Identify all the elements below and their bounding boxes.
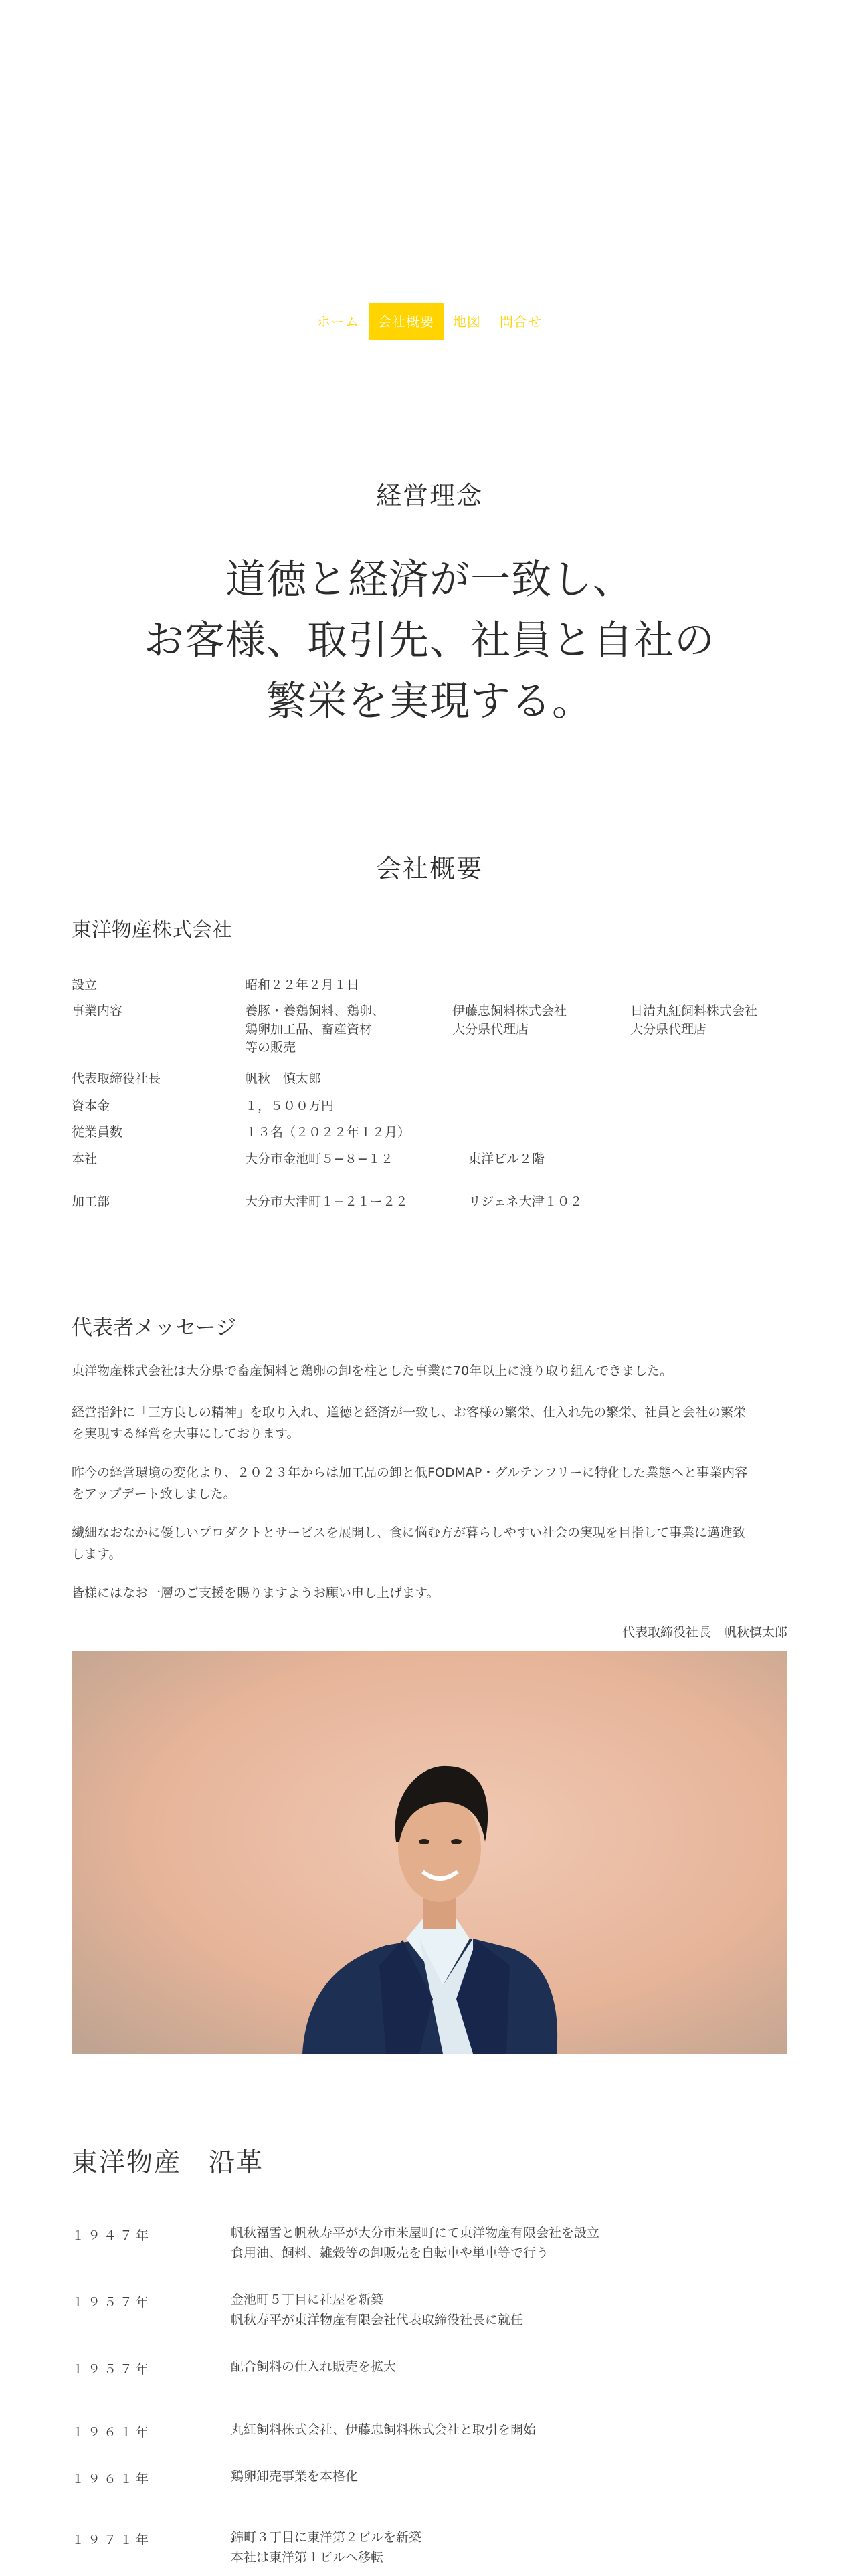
ceo-portrait-illustration: [72, 1651, 787, 2054]
philosophy-line: 繁栄を実現する。: [266, 678, 593, 725]
history-line: 錦町３丁目に東洋第２ビルを新築: [231, 2530, 422, 2545]
history-year: １９４７年: [72, 2228, 153, 2243]
hq-building: 東洋ビル２階: [468, 1152, 545, 1166]
message-paragraph: [72, 1360, 789, 1382]
business-line: 鶏卵加工品、畜産資材: [245, 1022, 373, 1037]
agent-itochu: [452, 1002, 567, 1039]
history-line: 食用油、飼料、雑穀等の卸販売を自転車や単車等で行う: [231, 2246, 549, 2260]
agent-line: 大分県代理店: [630, 1022, 707, 1037]
message-line: 皆様にはなお一層のご支援を賜りますようお願い申し上げます。: [72, 1586, 440, 1600]
history-desc: [231, 2223, 599, 2263]
business-label: 事業内容: [72, 1004, 123, 1018]
processing-label: 加工部: [72, 1194, 110, 1209]
nav-item-contact[interactable]: 問合せ: [500, 314, 542, 330]
philosophy-title: 経営理念: [375, 481, 483, 510]
history-title: 東洋物産 沿革: [72, 2148, 264, 2178]
message-paragraph: [72, 1402, 789, 1444]
hq-label: 本社: [72, 1152, 98, 1166]
history-desc: [231, 2420, 536, 2440]
agent-line: 大分県代理店: [452, 1022, 529, 1037]
nav-item-home[interactable]: ホーム: [317, 314, 359, 330]
message-title: 代表者メッセージ: [72, 1316, 237, 1340]
hq-address: 大分市金池町５−８−１２: [245, 1152, 393, 1166]
ceo-signature: 代表取締役社長 帆秋慎太郎: [622, 1625, 787, 1640]
employees-label: 従業員数: [72, 1125, 123, 1140]
history-year: １９７１年: [72, 2533, 153, 2547]
message-line: 繊細なおなかに優しいプロダクトとサービスを展開し、食に悩む方が暮らしやすい社会の実現を目指して事業に邁進致: [72, 1525, 746, 1540]
history-year: １９５７年: [72, 2295, 153, 2310]
philosophy-line: 道徳と経済が一致し、: [225, 556, 634, 603]
capital-label: 資本金: [72, 1099, 110, 1113]
message-line: を実現する経営を大事にしております。: [72, 1426, 300, 1441]
history-desc: [231, 2527, 421, 2567]
history-desc: [231, 2290, 523, 2330]
business-line: 等の販売: [245, 1040, 296, 1055]
employees-value: １３名（２０２２年１２月）: [245, 1125, 411, 1140]
agent-line: 伊藤忠飼料株式会社: [452, 1004, 567, 1018]
ceo-portrait: [72, 1651, 787, 2054]
message-line: 東洋物産株式会社は大分県で畜産飼料と鶏卵の卸を柱とした事業に70年以上に渡り取り組んできました。: [72, 1364, 673, 1378]
nav-item-company[interactable]: 会社概要: [369, 303, 444, 340]
overview-title: 会社概要: [375, 854, 483, 883]
processing-building: リジェネ大津１０２: [468, 1194, 583, 1209]
message-paragraph: [72, 1522, 789, 1565]
philosophy-line: お客様、取引先、社員と自社の: [144, 617, 715, 664]
business-value: [245, 1002, 385, 1057]
processing-address: 大分市大津町１−２１ー２２: [245, 1194, 408, 1209]
philosophy-statement: [0, 550, 859, 732]
company-name: 東洋物産株式会社: [72, 918, 232, 942]
history-year: １９５７年: [72, 2362, 153, 2377]
capital-value: １，５００万円: [245, 1099, 335, 1113]
history-line: 帆秋寿平が東洋物産有限会社代表取締役社長に就任: [231, 2313, 524, 2327]
ceo-label: 代表取締役社長: [72, 1071, 161, 1086]
message-paragraph: [72, 1462, 789, 1505]
business-line: 養豚・養鶏飼料、鶏卵、: [245, 1004, 385, 1018]
history-line: 丸紅飼料株式会社、伊藤忠飼料株式会社と取引を開始: [231, 2422, 537, 2437]
message-line: をアップデート致しました。: [72, 1487, 236, 1501]
history-line: 鶏卵卸売事業を本格化: [231, 2469, 359, 2484]
agent-line: 日清丸紅飼料株式会社: [630, 1004, 758, 1018]
history-line: 本社は東洋第１ビルへ移転: [231, 2550, 384, 2565]
message-paragraph: [72, 1582, 789, 1604]
message-line: 昨今の経営環境の変化より、２０２３年からは加工品の卸と低FODMAP・グルテンフリーに特化した業態へと事業内容: [72, 1465, 748, 1480]
history-line: 配合飼料の仕入れ販売を拡大: [231, 2359, 397, 2374]
ceo-value: 帆秋 慎太郎: [245, 1071, 322, 1086]
message-line: します。: [72, 1547, 122, 1562]
history-desc: [231, 2357, 396, 2377]
founded-value: 昭和２２年２月１日: [245, 978, 360, 992]
founded-label: 設立: [72, 978, 98, 992]
history-year: １９６１年: [72, 2472, 153, 2486]
message-line: 経営指針に「三方良しの精神」を取り入れ、道徳と経済が一致し、お客様の繁栄、仕入れ先の繁栄、社員と会社の繁栄: [72, 1405, 747, 1420]
main-nav: [0, 303, 859, 340]
nav-item-map[interactable]: 地図: [453, 314, 481, 330]
agent-nisshin-marubeni: [630, 1002, 757, 1039]
history-desc: [231, 2466, 358, 2486]
history-line: 金池町５丁目に社屋を新築: [231, 2292, 384, 2307]
history-year: １９６１年: [72, 2425, 153, 2440]
history-line: 帆秋福雪と帆秋寿平が大分市米屋町にて東洋物産有限会社を設立: [231, 2226, 600, 2240]
